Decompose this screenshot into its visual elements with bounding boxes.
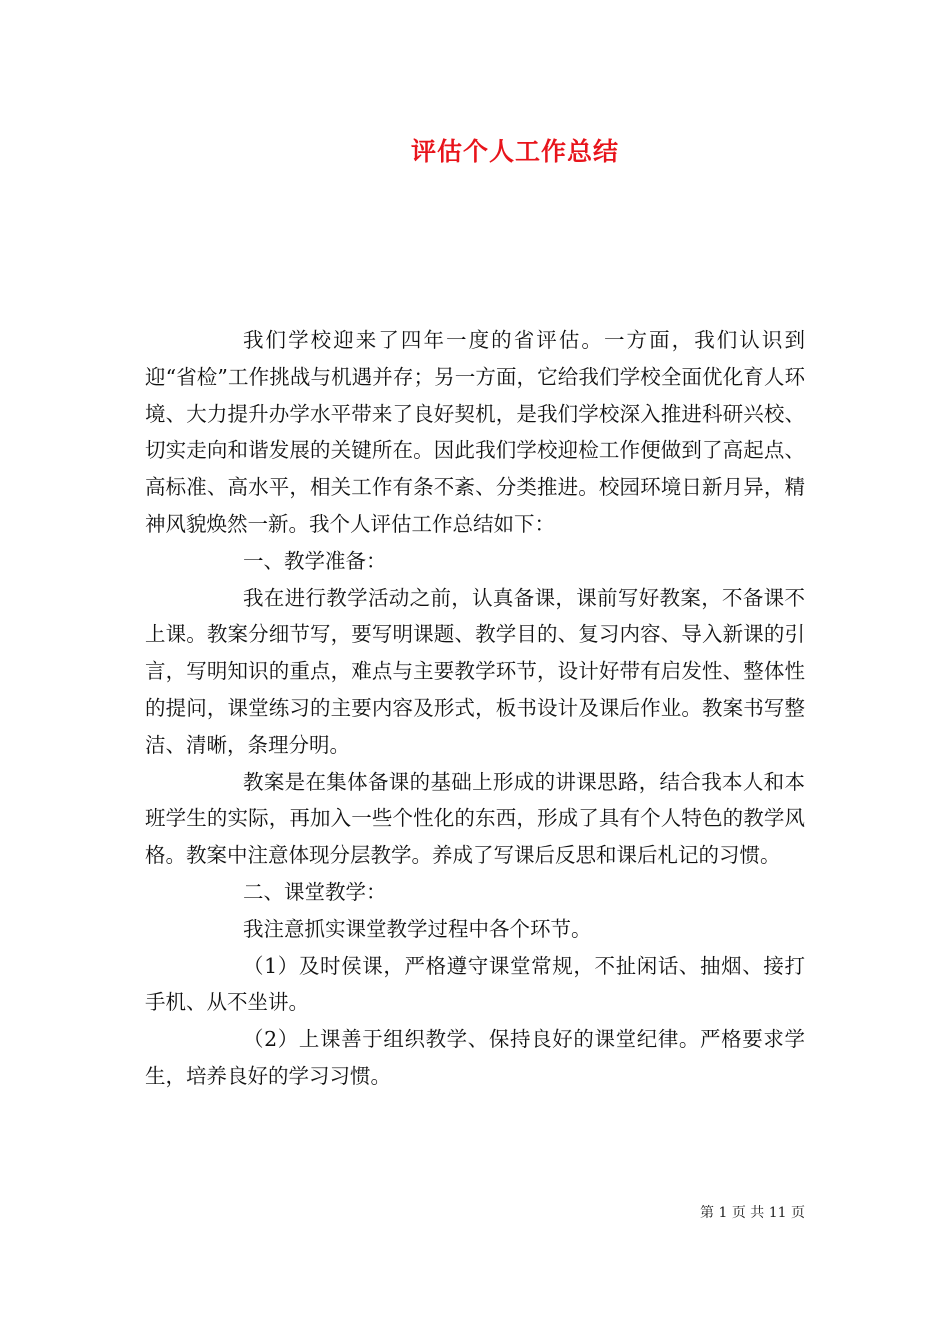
heading-classroom-teaching: 二、课堂教学： <box>243 879 387 904</box>
paragraph-intro: 我们学校迎来了四年一度的省评估。一方面，我们认识到迎“省检”工作挑战与机遇并存；另一方面，它给我们学校全面优化育人环境、大力提升办学水平带来了良好契机，是我们学校深入推进科研兴校、切实走向和谐发展的关键所在。因此我们学校迎检工作便做到了高起点、高标准、高水平，相关工作有条不紊、分类推进。校园环境日新月异，精神风貌焕然一新。我个人评估工作总结如下： <box>145 328 805 536</box>
paragraph-classroom-steps: 我注意抓实课堂教学过程中各个环节。 <box>243 916 592 941</box>
paragraph-lesson-planning: 我在进行教学活动之前，认真备课，课前写好教案，不备课不上课。教案分细节写，要写明课题、教学目的、复习内容、导入新课的引言，写明知识的重点，难点与主要教学环节，设计好带有启发性、整体性的提问，课堂练习的主要内容及形式，板书设计及课后作业。教案书写整洁、清晰，条理分明。 <box>145 585 805 757</box>
heading-teaching-preparation: 一、教学准备： <box>243 548 387 573</box>
document-body <box>145 322 805 1095</box>
paragraph-collective-planning: 教案是在集体备课的基础上形成的讲课思路，结合我本人和本班学生的实际，再加入一些个性化的东西，形成了具有个人特色的教学风格。教案中注意体现分层教学。养成了写课后反思和课后札记的习惯。 <box>145 769 805 868</box>
list-item-1: （1）及时侯课，严格遵守课堂常规，不扯闲话、抽烟、接打手机、从不坐讲。 <box>145 953 805 1015</box>
page-number: 第 1 页 共 11 页 <box>700 1205 805 1221</box>
list-item-2: （2）上课善于组织教学、保持良好的课堂纪律。严格要求学生，培养良好的学习习惯。 <box>145 1027 805 1088</box>
document-title: 评估个人工作总结 <box>410 137 619 166</box>
